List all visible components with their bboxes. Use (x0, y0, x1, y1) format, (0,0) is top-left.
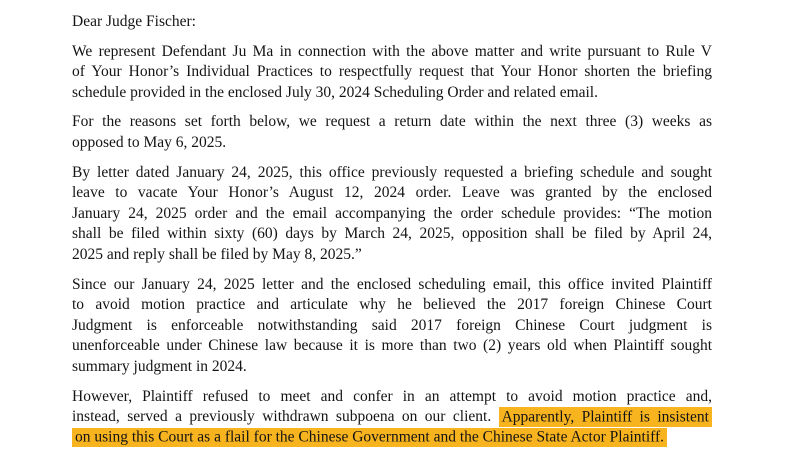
letter-body (72, 42, 712, 449)
letter-line (72, 224, 712, 245)
letter-text: instead, served a previously withdrawn subpoena on our client. (72, 408, 499, 426)
highlighted-text: on using this Court as a flail for the Chinese Government and the Chinese State Actor Plaintiff. (72, 428, 667, 448)
letter-text: We represent Defendant Ju Ma in connection with the above matter and write pursuant to Rule V (72, 42, 712, 60)
letter-text: opposed to May 6, 2025. (72, 133, 227, 151)
letter-text: By letter dated January 24, 2025, this office previously requested a briefing schedule and sought (72, 163, 712, 181)
letter-text: For the reasons set forth below, we request a return date within the next three (3) weeks as (72, 113, 712, 131)
letter-line (72, 183, 712, 204)
letter-text: schedule provided in the enclosed July 30, 2024 Scheduling Order and related email. (72, 83, 598, 101)
letter-content (72, 12, 712, 448)
letter-line (72, 245, 712, 266)
letter-line (72, 42, 712, 63)
paragraph (72, 163, 712, 266)
letter-line (72, 133, 712, 154)
letter-text: to avoid motion practice and articulate why he believed the 2017 foreign Chinese Court (72, 296, 712, 314)
letter-line (72, 163, 712, 184)
paragraph (72, 112, 712, 153)
letter-line (72, 204, 712, 225)
letter-text: leave to vacate Your Honor’s August 12, 2024 order. Leave was granted by the enclosed (72, 184, 712, 202)
letter-line (72, 407, 712, 428)
letter-text: However, Plaintiff refused to meet and confer in an attempt to avoid motion practice and, (72, 387, 712, 405)
letter-line (72, 83, 712, 104)
letter-text: unenforceable under Chinese law because it is more than two (2) years old when Plaintiff sought (72, 337, 712, 355)
letter-text: 2025 and reply shall be filed by May 8, 2025.” (72, 245, 362, 263)
letter-line (72, 316, 712, 337)
paragraph (72, 42, 712, 104)
paragraph (72, 387, 712, 449)
letter-text: January 24, 2025 order and the email accompanying the order schedule provides: “The motion (72, 204, 712, 222)
letter-text: shall be filed within sixty (60) days by March 24, 2025, opposition shall be filed by April 24, (72, 225, 712, 243)
letter-line (72, 387, 712, 408)
letter-line (72, 62, 712, 83)
letter-text: Since our January 24, 2025 letter and the enclosed scheduling email, this office invited Plaintiff (72, 275, 712, 293)
letter-line (72, 275, 712, 296)
letter-text: Judgment is enforceable notwithstanding said 2017 foreign Chinese Court judgment is (72, 316, 712, 334)
letter-text: summary judgment in 2024. (72, 357, 247, 375)
letter-line (72, 357, 712, 378)
letter-line (72, 428, 712, 449)
letter-line (72, 112, 712, 133)
letter-line (72, 295, 712, 316)
letter-text: of Your Honor’s Individual Practices to respectfully request that Your Honor shorten the briefing (72, 63, 712, 81)
letter-line (72, 336, 712, 357)
paragraph (72, 275, 712, 378)
salutation: Dear Judge Fischer: (72, 13, 196, 30)
highlighted-text: Apparently, Plaintiff is insistent (499, 407, 712, 427)
